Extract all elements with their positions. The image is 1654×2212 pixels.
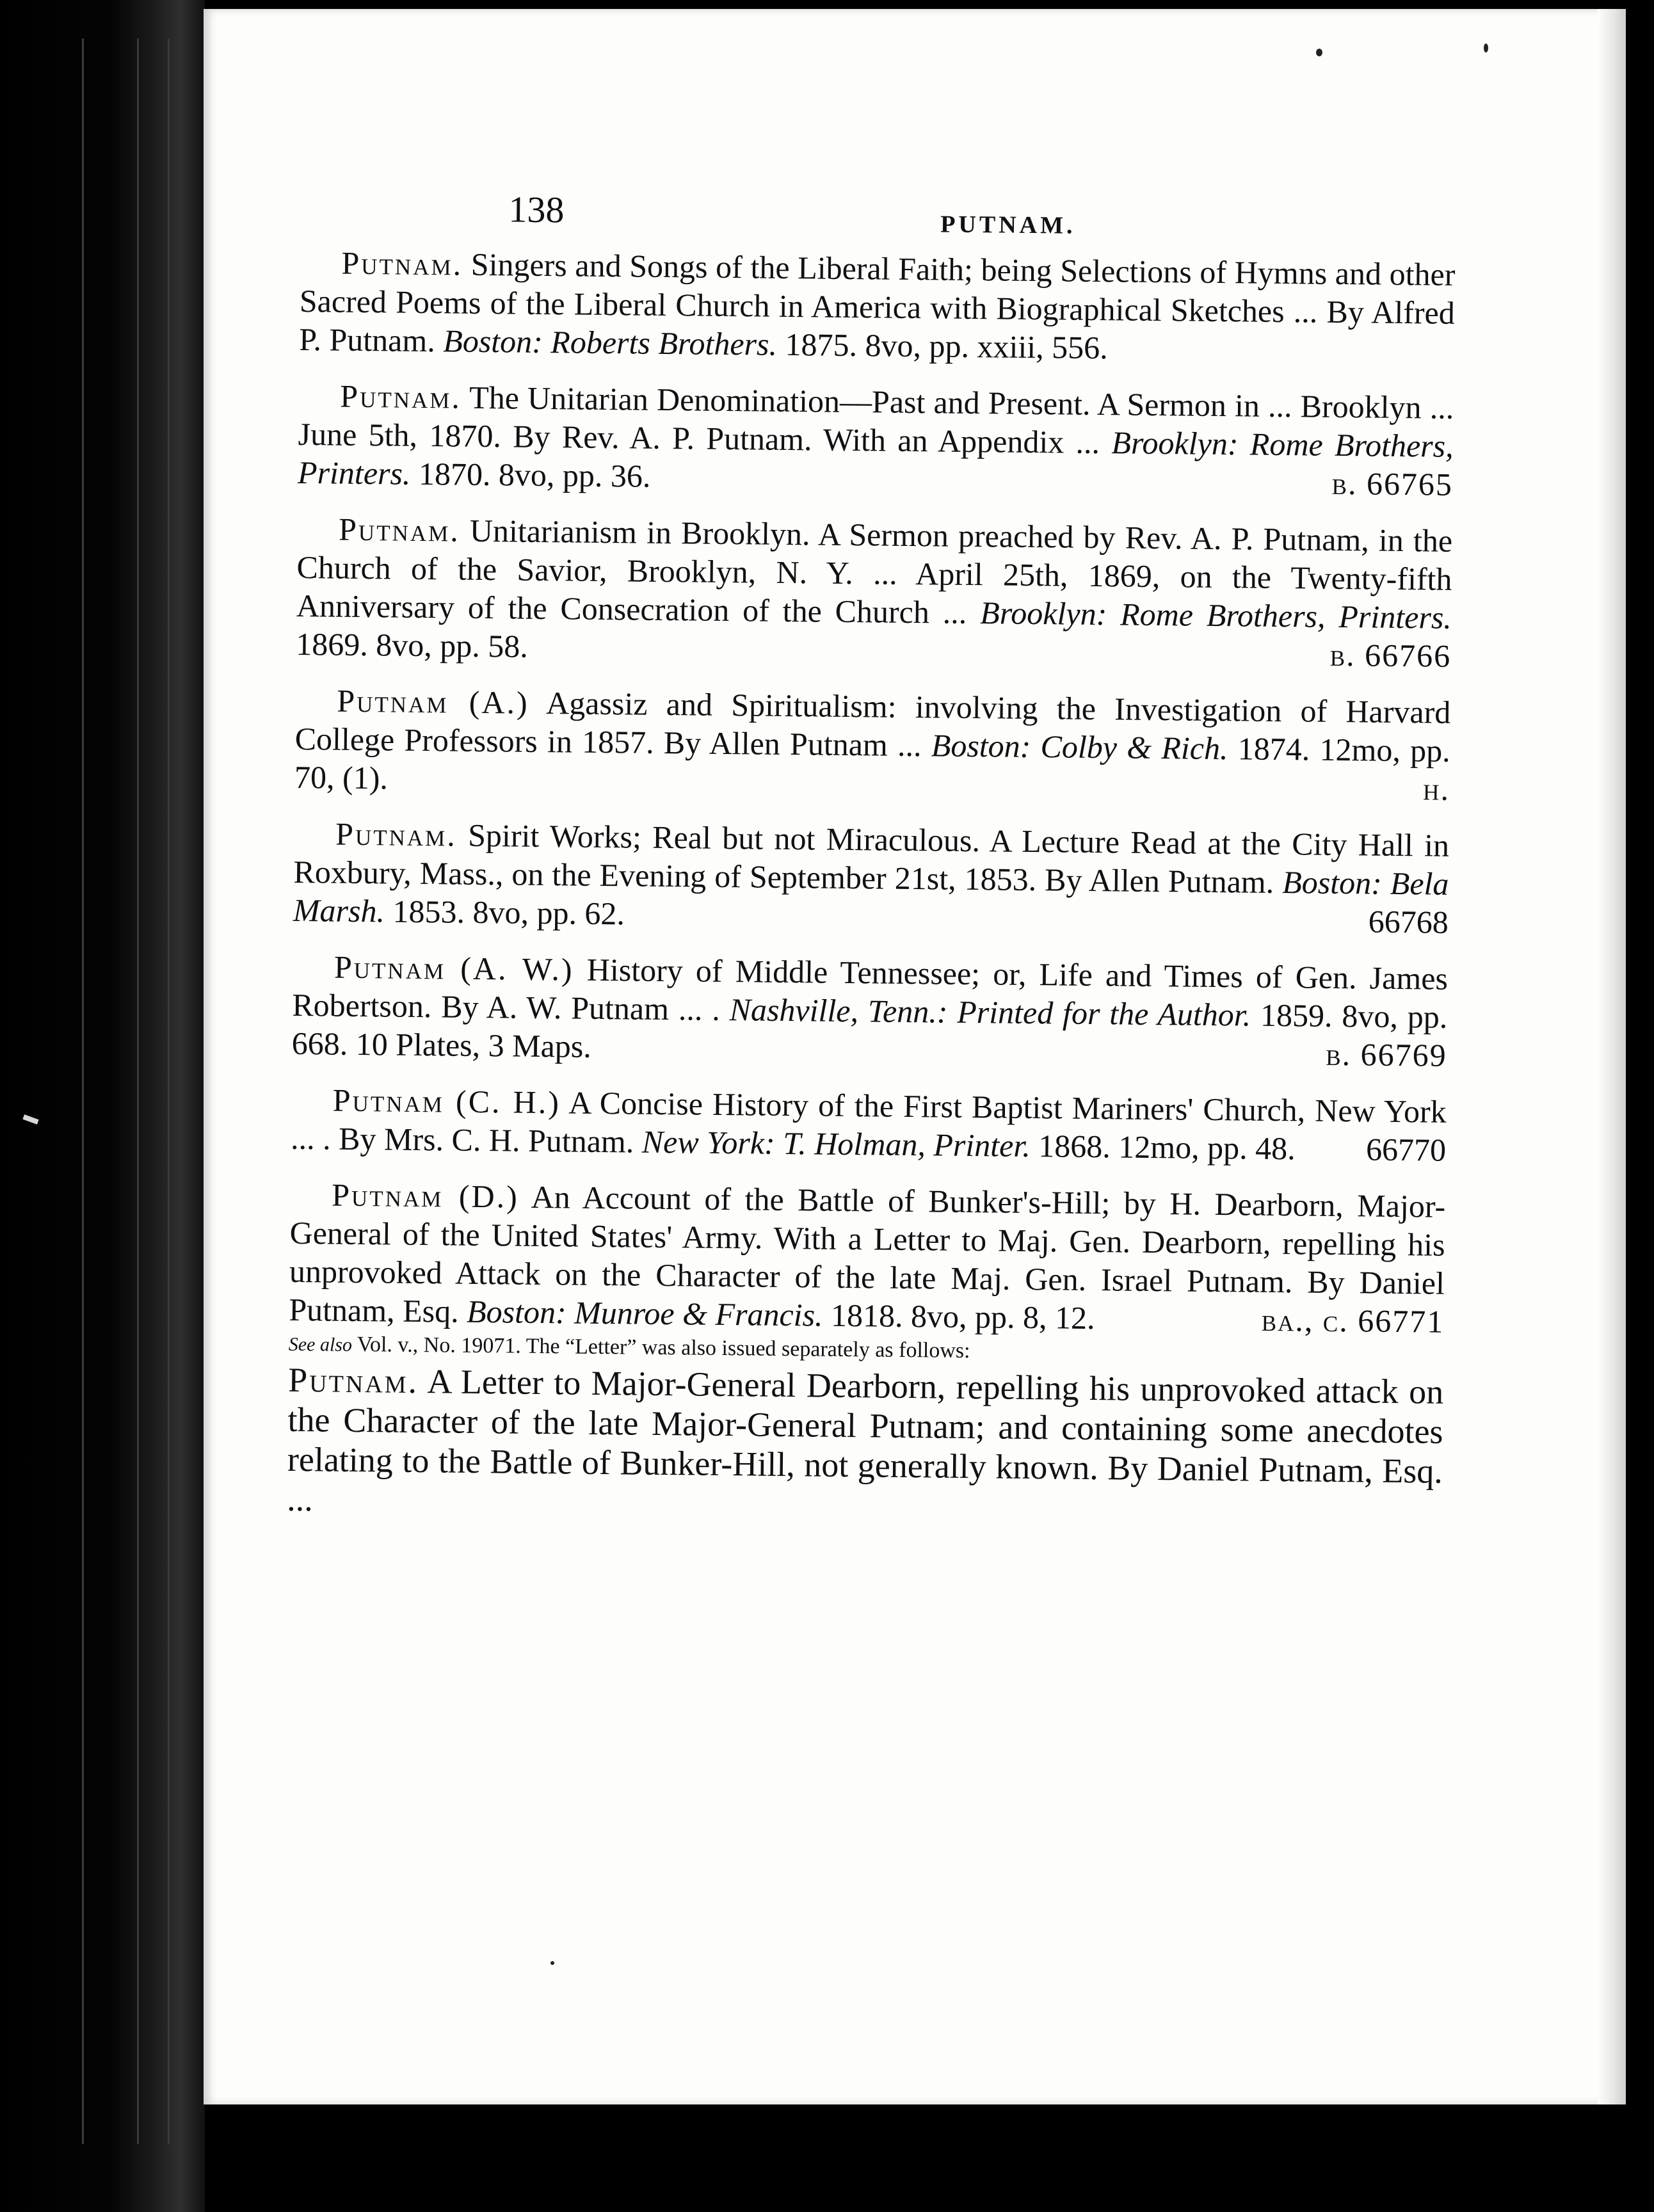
entry-heading: Putnam (D.)	[331, 1176, 520, 1215]
page-number: 138	[508, 188, 565, 231]
running-title: PUTNAM.	[940, 211, 1076, 239]
bibliography-entry	[293, 814, 1450, 942]
entry-imprint: Brooklyn: Rome Brothers, Printers.	[979, 595, 1452, 636]
page-stack-line	[137, 38, 139, 2144]
entry-heading: Putnam.	[340, 378, 462, 415]
entry-reference: b. 66769	[1326, 1036, 1447, 1073]
entry-text: The Unitarian Denomination—Past and Present. A Sermon in ... Brooklyn ... June 5th, 1870. By Rev. A. P. Putnam. With an Appendix ...	[298, 379, 1454, 461]
entry-reference: 66768	[1368, 903, 1449, 940]
entry-details: 1859. 8vo, pp. 668. 10 Plates, 3 Maps.	[291, 997, 1448, 1064]
bibliography-entry	[291, 947, 1448, 1075]
entry-details: 1874. 12mo, pp. 70, (1).	[294, 730, 1450, 796]
entry-text: Agassiz and Spiritualism: involving the Investigation of Harvard College Professors in 1857. By Allen Putnam ...	[294, 685, 1451, 764]
page-stack-line	[168, 38, 170, 2144]
entry-text: Singers and Songs of the Liberal Faith; being Selections of Hymns and other Sacred Poems of the Liberal Church in America with Biographical Sketches ... By Alfred P. Putnam.	[298, 246, 1456, 359]
bibliography-entry	[299, 243, 1456, 371]
entry-imprint: New York: T. Holman, Printer.	[641, 1123, 1031, 1164]
bibliography-entry	[296, 509, 1452, 675]
see-also-prefix: See also	[288, 1333, 353, 1356]
entry-reference: 66770	[1365, 1131, 1447, 1168]
entry-imprint: Boston: Bela Marsh.	[293, 864, 1449, 929]
entry-imprint: Boston: Roberts Brothers.	[443, 323, 778, 362]
entry-reference: ba., c. 66771	[1261, 1301, 1445, 1340]
entry-details: 1868. 12mo, pp. 48.	[1038, 1128, 1296, 1167]
bibliography-entry	[287, 1360, 1443, 1531]
bibliography-entry	[294, 681, 1451, 808]
entry-heading: Putnam (A.)	[337, 682, 529, 721]
entry-details: 1869. 8vo, pp. 58.	[295, 625, 529, 664]
bibliography-entry	[291, 1080, 1447, 1169]
entry-reference: b. 66766	[1329, 636, 1452, 674]
entry-details: 1818. 8vo, pp. 8, 12.	[830, 1297, 1095, 1336]
page-content	[282, 173, 1456, 1977]
ink-speck	[1484, 44, 1488, 52]
entry-imprint: Nashville, Tenn.: Printed for the Author.	[729, 991, 1251, 1033]
entry-text: An Account of the Battle of Bunker's-Hill; by H. Dearborn, Major-General of the United States' Army. With a Letter to Maj. Gen. Dearborn, repelling his unprovoked Attack on the Character of the late Maj. Gen. Israel Putnam. By Daniel Putnam, Esq.	[289, 1178, 1446, 1329]
entry-heading: Putnam (A. W.)	[333, 949, 574, 988]
see-also-text: Vol. v., No. 19071. The “Letter” was also issued separately as follows:	[357, 1333, 970, 1363]
entry-text: A Letter to Major-General Dearborn, repelling his unprovoked attack on the Character of the late Major-General Putnam; and containing some anecdotes relating to the Battle of Bunker-Hill, not generally known. By Daniel Putnam, Esq. ...	[286, 1362, 1444, 1519]
entry-heading: Putnam.	[287, 1360, 419, 1401]
entry-reference: b. 66765	[1331, 465, 1454, 502]
entry-imprint: Brooklyn: Rome Brothers, Printers.	[297, 424, 1454, 492]
entry-imprint: Boston: Munroe & Francis.	[466, 1293, 823, 1333]
page-right-edge	[1598, 9, 1626, 2104]
ink-speck	[1316, 49, 1322, 56]
entry-details: 1853. 8vo, pp. 62.	[392, 893, 625, 932]
entry-heading: Putnam.	[335, 815, 458, 853]
page-stack-line	[82, 38, 84, 2144]
entry-heading: Putnam.	[338, 511, 461, 549]
entry-text: History of Middle Tennessee; or, Life and Times of Gen. James Robertson. By A. W. Putnam ... .	[292, 951, 1449, 1027]
bibliography-entry	[289, 1175, 1446, 1372]
running-head	[300, 173, 1456, 255]
entry-details: 1875. 8vo, pp. xxiii, 556.	[785, 326, 1108, 366]
entry-text: A Concise History of the First Baptist Mariners' Church, New York ... . By Mrs. C. H. Putnam.	[290, 1084, 1447, 1160]
bibliography-entry	[298, 376, 1454, 504]
entry-heading: Putnam (C. H.)	[332, 1082, 561, 1121]
entry-text: Unitarianism in Brooklyn. A Sermon preached by Rev. A. P. Putnam, in the Church of the Savior, Brooklyn, N. Y. ... April 25th, 1869, on the Twenty-fifth Anniversary of the Consecration of the Church ...	[296, 512, 1453, 630]
entry-text: Spirit Works; Real but not Miraculous. A Lecture Read at the City Hall in Roxbury, Mass., on the Evening of September 21st, 1853. By Allen Putnam.	[293, 817, 1450, 900]
entry-reference: h.	[1422, 771, 1450, 807]
entry-imprint: Boston: Colby & Rich.	[931, 727, 1228, 767]
book-binding-edge	[0, 0, 205, 2212]
entry-heading: Putnam.	[341, 244, 463, 282]
entry-details: 1870. 8vo, pp. 36.	[418, 455, 651, 494]
